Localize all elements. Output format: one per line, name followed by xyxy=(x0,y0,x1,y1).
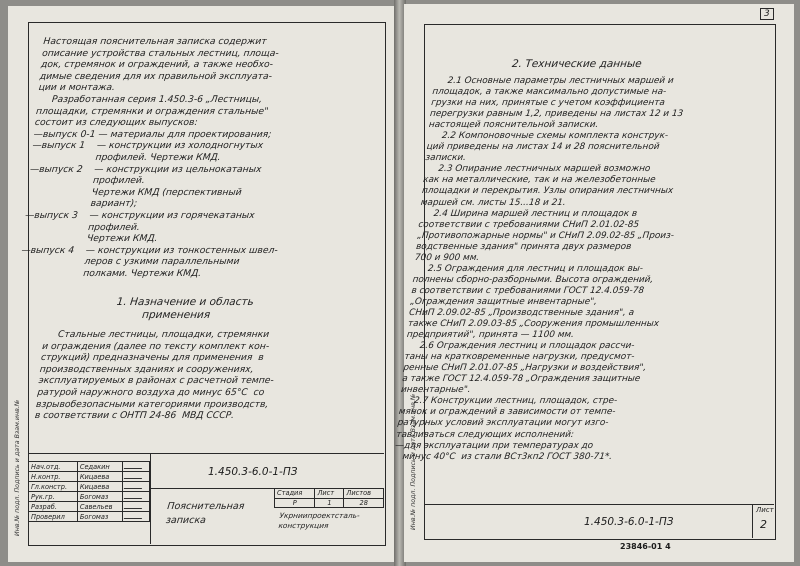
titleblock-signatures xyxy=(28,461,150,522)
signature xyxy=(122,472,149,482)
signature xyxy=(122,462,149,472)
sheet-value: 1 xyxy=(315,498,344,508)
name: Кицаева xyxy=(77,472,122,482)
name: Богомаз xyxy=(77,512,122,522)
sheet-header: Лист xyxy=(315,489,344,499)
signature xyxy=(122,512,149,522)
role: Проверил xyxy=(29,512,78,522)
name: Кицаева xyxy=(77,482,122,492)
right-stamp-line xyxy=(424,504,774,505)
right-body-text: 2.1 Основные параметры лестничных маршей и площадок, а также максимально допустимые на- грузки на них, принятые с учетом коэффициента перегрузки равным 1,2, приведены на листах 12 и 13 настоящей пояснительной записки. 2.2 Компоновочные схемы комплекта конструк- ций приведены на листах 14 и 28 пояснительной записки. 2.3 Опирание лестничных маршей возможно как на металлические, так и на железобетонные площадки и перекрытия. Узлы опирания лестничных маршей см. листы 15...18 и 21. 2.4 Ширина маршей лестниц и площадок в соответствии с требованиями СНиП 2.01.02-85 „Противопожарные нормы" и СНиП 2.09.02-85 „Произ- водственные здания" принята двух размеров 700 и 900 мм. 2.5 Ограждения для лестниц и площадок вы- полнены сборно-разборными. Высота ограждений, в соответствии с требованиями ГОСТ 12.4.059-78 „Ограждения защитные инвентарные", СНиП 2.09.02-85 „Производственные здания", а также СНиП 2.09.03-85 „Сооружения промышленных предприятий", принята — 1100 мм. 2.6 Ограждения лестниц и площадок рассчи- таны на кратковременные нагрузки, предусмот- ренные СНиП 2.01.07-85 „Нагрузки и воздействия", а также ГОСТ 12.4.059-78 „Ограждения защитные инвентарные". 2.7 Конструкции лестниц, площадок, стре- мянок и ограждений в зависимости от темпе- ратурных условий эксплуатации могут изго- тавливаться следующих исполнений: —для эксплуатации при температурах до минус 40°С из стали ВСт3кп2 ГОСТ 380-71*. xyxy=(393,76,684,462)
name: Савельев xyxy=(77,502,122,512)
titleblock-top-line xyxy=(28,453,384,454)
right-document-code: 1.450.3-6.0-1-ПЗ xyxy=(584,516,674,528)
stage-value: Р xyxy=(275,498,315,508)
name: Богомаз xyxy=(77,492,122,502)
left-intro-text: Настоящая пояснительная записка содержит описание устройства стальных лестниц, площа- док, стремянок и ограждений, а также необхо- димые сведения для их правильной эксплуата- ции и монтажа. Разработанная серия 1.450.3-6 „Лестницы, площадки, стремянки и ограждения стальные" состоит из следующих выпусков: —выпуск 0-1 — материалы для проектирования; —выпуск 1 — конструкции из холодногнутых профилей. Чертежи КМД. —выпуск 2 — конструкции из цельнокатаных профилей. Чертежи КМД (перспективный вариант); —выпуск 3 — конструкции из горячекатаных профилей. Чертежи КМД. —выпуск 4 — конструкции из тонкостенных швел- леров с узкими параллельными полками. Чертежи КМД. xyxy=(18,36,280,279)
stage-header: Стадия xyxy=(275,489,315,499)
left-document-code: 1.450.3-6.0-1-ПЗ xyxy=(208,466,298,478)
right-heading: 2. Технические данные xyxy=(511,58,643,70)
right-margin-strip: Инв.№ подл. Подпись и дата Взам.инв.№ xyxy=(410,393,417,530)
role: Нач.отд. xyxy=(29,462,78,472)
role: Н.контр. xyxy=(29,472,78,482)
name: Седакин xyxy=(77,462,122,472)
top-page-number: 3 xyxy=(760,8,774,20)
left-margin-strip: Инв.№ подл. Подпись и дата Взам.инв.№ xyxy=(14,399,21,536)
sheets-header: Листов xyxy=(344,489,384,499)
organization-name: Укрниипроектсталь- конструкция xyxy=(278,511,361,530)
signature xyxy=(122,502,149,512)
sheet-number: 2 xyxy=(760,518,767,531)
sheet-label: Лист xyxy=(756,506,774,514)
right-stamp-divider xyxy=(752,504,753,538)
right-page xyxy=(393,4,794,562)
role: Гл.констр. xyxy=(29,482,78,492)
archive-number: 23846-01 4 xyxy=(620,542,671,551)
signature xyxy=(122,482,149,492)
document-title: Пояснительная записка xyxy=(165,501,245,526)
left-section-body: Стальные лестницы, площадки, стремянки и ограждения (далее по тексту комплект кон- струкций) предназначены для применения в производственных зданиях и сооружениях, эксплуатируемых в районах с расчетной темпе- ратурой наружного воздуха до минус 65°С со взрывобезопасными категориями производств, в соответствии с ОНТП 24-86 МВД СССР. xyxy=(34,329,275,422)
role: Разраб. xyxy=(29,502,78,512)
signature xyxy=(122,492,149,502)
left-section-title: 1. Назначение и область применения xyxy=(114,296,255,321)
sheets-value: 28 xyxy=(344,498,384,508)
left-page xyxy=(8,6,396,562)
titleblock-divider xyxy=(150,453,151,544)
titleblock-sheet-info xyxy=(274,488,384,508)
role: Рук.гр. xyxy=(29,492,78,502)
